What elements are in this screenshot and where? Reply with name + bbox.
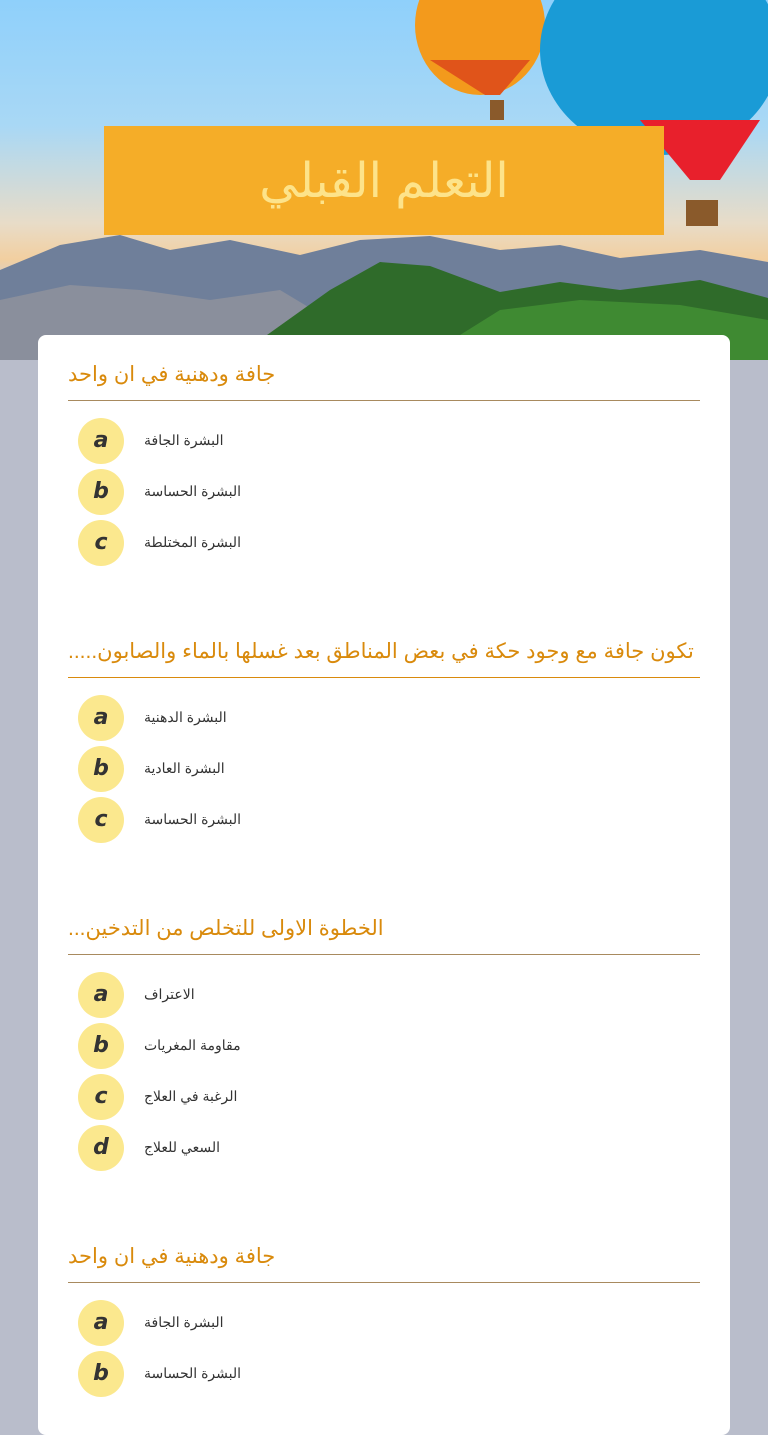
question [38,911,730,1173]
answer-option[interactable] [68,415,700,466]
option-letter-badge: b [78,1351,124,1397]
question-text: جافة ودهنية في ان واحد [68,1239,700,1283]
page-title: التعلم القبلي [259,154,509,208]
option-letter-badge: a [78,695,124,741]
option-letter-badge: c [78,520,124,566]
option-label: البشرة الحساسة [144,811,242,827]
option-label: الرغبة في العلاج [144,1088,238,1104]
option-label: البشرة الجافة [144,432,224,448]
page-title-banner [104,126,664,235]
option-letter-badge: c [78,797,124,843]
option-letter-badge: d [78,1125,124,1171]
answer-option[interactable] [68,1348,700,1399]
answer-option[interactable] [68,466,700,517]
answer-option[interactable] [68,969,700,1020]
option-label: البشرة الجافة [144,1314,224,1330]
answer-option[interactable] [68,794,700,845]
option-letter-badge: a [78,418,124,464]
question-text: الخطوة الاولى للتخلص من التدخين... [68,911,700,955]
option-label: السعي للعلاج [144,1139,221,1155]
question [38,335,730,568]
option-label: البشرة الدهنية [144,709,227,725]
option-label: مقاومة المغريات [144,1037,241,1053]
answer-option[interactable] [68,692,700,743]
answer-option[interactable] [68,1020,700,1071]
answer-option[interactable] [68,1122,700,1173]
question-text: تكون جافة مع وجود حكة في بعض المناطق بعد غسلها بالماء والصابون..... [68,634,700,678]
option-letter-badge: c [78,1074,124,1120]
option-letter-badge: b [78,746,124,792]
option-label: البشرة الحساسة [144,1365,242,1381]
question [38,1239,730,1399]
option-letter-badge: b [78,469,124,515]
answer-option[interactable] [68,517,700,568]
option-label: البشرة العادية [144,760,225,776]
option-label: البشرة المختلطة [144,534,241,550]
quiz-card [38,335,730,1435]
answer-option[interactable] [68,1071,700,1122]
answer-option[interactable] [68,743,700,794]
question [38,634,730,845]
option-letter-badge: a [78,972,124,1018]
header-image [0,0,768,360]
option-label: البشرة الحساسة [144,483,242,499]
option-label: الاعتراف [144,986,195,1002]
option-letter-badge: b [78,1023,124,1069]
option-letter-badge: a [78,1300,124,1346]
answer-option[interactable] [68,1297,700,1348]
question-text: جافة ودهنية في ان واحد [68,357,700,401]
